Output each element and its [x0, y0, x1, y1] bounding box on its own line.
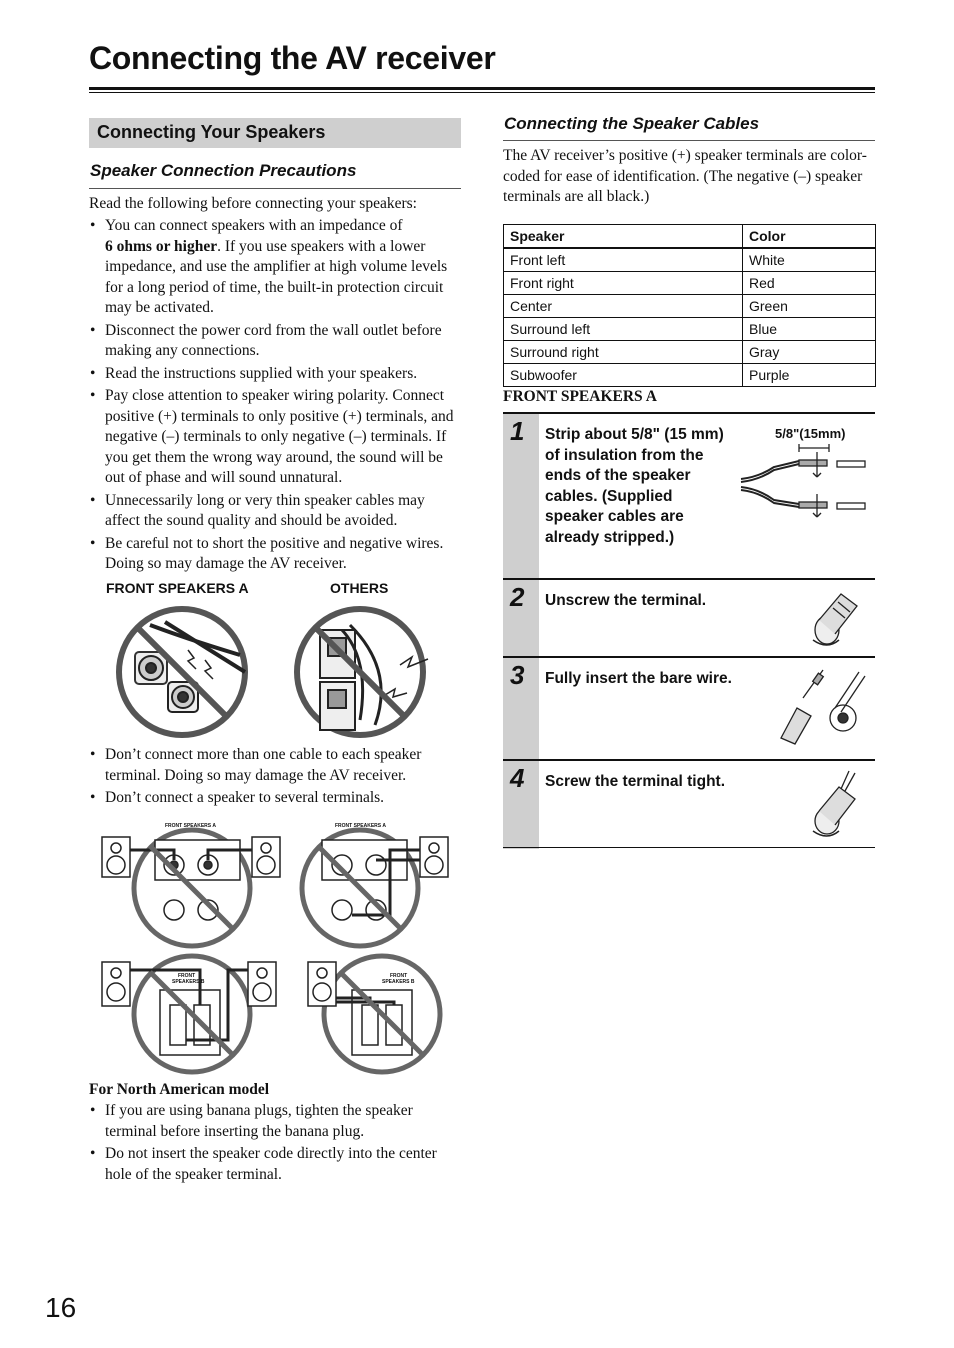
table-cell: Green — [743, 295, 876, 318]
precautions-list — [89, 216, 461, 577]
list-item: • Don’t connect more than one cable to each speaker terminal. Doing so may damage the AV receiver. — [89, 745, 461, 786]
table-cell: Purple — [743, 364, 876, 387]
list-item: • Pay close attention to speaker wiring polarity. Connect positive (+) terminals to only positive (+) terminals, and negative (–) terminals to only negative (–) terminals. If you get them the wrong way around, the sound will be out of phase and will sound unnatural. — [89, 386, 461, 489]
unscrew-terminal-icon — [805, 588, 865, 650]
connection-warnings-list — [89, 745, 461, 811]
intro-text: Read the following before connecting your speakers: — [89, 195, 417, 212]
table-cell: Subwoofer — [504, 364, 743, 387]
diagram-label: SPEAKERS B — [382, 979, 415, 985]
table-row — [504, 318, 876, 341]
wire-strip-icon — [739, 442, 869, 522]
list-item: • Read the instructions supplied with your speakers. — [89, 364, 461, 385]
table-header: Speaker — [504, 225, 743, 249]
cables-heading: Connecting the Speaker Cables — [504, 114, 760, 133]
table-cell: Surround left — [504, 318, 743, 341]
table-cell: Center — [504, 295, 743, 318]
subhead-rule — [89, 188, 461, 189]
terminal-short-icon — [119, 609, 245, 735]
list-item: • If you are using banana plugs, tighten the speaker terminal before inserting the banana plug. — [89, 1101, 461, 1142]
step-text: Strip about 5/8" (15 mm) of insulation from the ends of the speaker cables. (Supplied speaker cables are already stripped.) — [545, 426, 724, 546]
table-cell: White — [743, 248, 876, 272]
north-american-list — [89, 1101, 461, 1187]
list-item: • Do not insert the speaker code directly into the center hole of the speaker terminal. — [89, 1144, 461, 1185]
diagram-label: SPEAKERS B — [172, 979, 205, 985]
table-row — [504, 272, 876, 295]
table-header: Color — [743, 225, 876, 249]
table-cell: Red — [743, 272, 876, 295]
list-item: • Unnecessarily long or very thin speaker cables may affect the sound quality and should be avoided. — [89, 491, 461, 532]
page-title: Connecting the AV receiver — [89, 40, 496, 76]
step-text: Fully insert the bare wire. — [545, 670, 732, 687]
subhead-rule — [503, 140, 875, 141]
step-text: Screw the terminal tight. — [545, 773, 726, 790]
list-item: • Be careful not to short the positive and negative wires. Doing so may damage the AV receiver. — [89, 534, 461, 575]
step-3 — [503, 656, 875, 759]
diagram-label: FRONT — [390, 973, 408, 979]
north-american-heading: For North American model — [89, 1081, 270, 1098]
speaker-short-icon — [297, 609, 428, 735]
terminal-wiring-diagrams — [100, 820, 452, 1075]
table-cell: Front right — [504, 272, 743, 295]
table-row — [504, 341, 876, 364]
section-header — [89, 118, 461, 148]
step-2 — [503, 578, 875, 656]
diagram-label: FRONT SPEAKERS A — [335, 823, 386, 829]
title-rule-thin — [89, 92, 875, 93]
insert-wire-icon — [775, 668, 867, 748]
step-number: 3 — [510, 660, 525, 690]
speaker-color-table — [503, 224, 876, 387]
diagram-label: FRONT — [178, 973, 196, 979]
step-text: Unscrew the terminal. — [545, 592, 707, 609]
steps-bottom-rule — [503, 847, 875, 848]
table-row — [504, 248, 876, 272]
step-number: 2 — [510, 582, 525, 612]
tighten-terminal-icon — [805, 769, 865, 841]
precautions-heading: Speaker Connection Precautions — [90, 161, 357, 180]
section-title: Connecting Your Speakers — [97, 122, 326, 142]
list-item: • You can connect speakers with an impedance of 6 ohms or higher. If you use speakers with a lower impedance, and use the amplifier at high volume levels for a long period of time, the built-in protection circuit may be activated. — [89, 216, 461, 319]
step-4 — [503, 759, 875, 849]
table-cell: Blue — [743, 318, 876, 341]
short-circuit-illustration — [110, 600, 440, 745]
table-cell: Front left — [504, 248, 743, 272]
fig-label-front-speakers-a: FRONT SPEAKERS A — [106, 580, 249, 596]
step-1 — [503, 412, 875, 578]
title-rule — [89, 87, 875, 90]
table-header-row — [504, 225, 876, 249]
strip-measure-label: 5/8"(15mm) — [775, 426, 846, 441]
page-number: 16 — [45, 1292, 77, 1323]
step-number: 1 — [510, 416, 525, 446]
diagram-label: FRONT SPEAKERS A — [165, 823, 216, 829]
table-row — [504, 295, 876, 318]
steps-list — [503, 412, 875, 849]
cables-intro: The AV receiver’s positive (+) speaker terminals are color-coded for ease of identification. (The negative (–) speaker terminals are all black.) — [503, 147, 867, 205]
step-number: 4 — [510, 763, 525, 793]
list-item: • Disconnect the power cord from the wall outlet before making any connections. — [89, 321, 461, 362]
front-speakers-a-label: FRONT SPEAKERS A — [503, 388, 657, 405]
table-cell: Gray — [743, 341, 876, 364]
list-item: • Don’t connect a speaker to several terminals. — [89, 788, 461, 809]
table-cell: Surround right — [504, 341, 743, 364]
fig-label-others: OTHERS — [330, 580, 389, 596]
table-row — [504, 364, 876, 387]
